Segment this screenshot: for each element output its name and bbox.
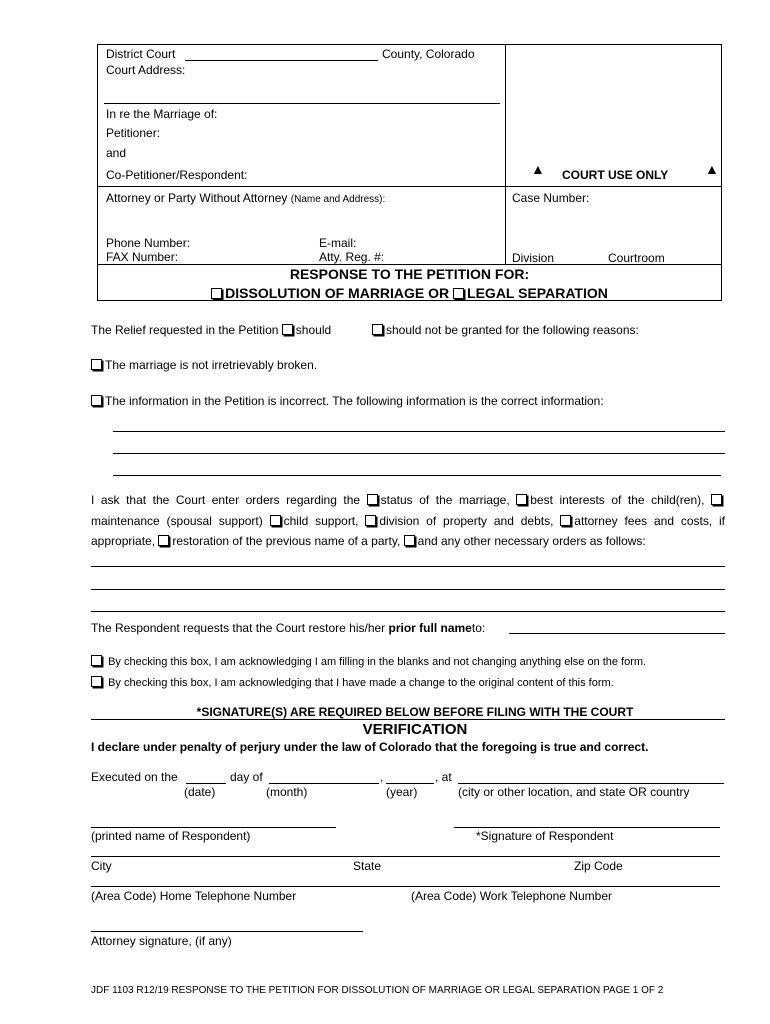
year-field[interactable]: [386, 783, 434, 784]
reason2-label: The information in the Petition is incorrect. The following information is the correct information:: [105, 394, 604, 408]
restore-text-b: prior full name: [388, 621, 472, 635]
ack2-row: [91, 676, 614, 689]
status-marriage-checkbox[interactable]: [367, 494, 378, 505]
ack2-label: By checking this box, I am acknowledging that I have made a change to the original content of this form.: [108, 677, 614, 689]
reason1-row: [91, 358, 317, 372]
date-field[interactable]: [186, 783, 226, 784]
atty-reg-label: Atty. Reg. #:: [319, 250, 385, 264]
in-re-label: In re the Marriage of:: [106, 107, 218, 121]
zip-label: Zip Code: [574, 859, 623, 873]
relief-intro: The Relief requested in the Petition: [91, 323, 279, 337]
legal-separation-option: LEGAL SEPARATION: [467, 285, 608, 301]
child-support-label: child support,: [283, 513, 359, 528]
courtroom-label: Courtroom: [608, 251, 665, 265]
should-not-row: [372, 323, 639, 337]
ack2-checkbox[interactable]: [91, 676, 102, 687]
status-marriage-label: status of the marriage,: [380, 493, 510, 507]
attorney-label-text: Attorney or Party Without Attorney: [106, 191, 288, 205]
date-caption: (date): [184, 785, 216, 799]
co-petitioner-label: Co-Petitioner/Respondent:: [106, 168, 248, 182]
caption-divider-vertical: [505, 44, 506, 264]
attorney-fees-label: attorney fees and costs, if: [574, 513, 725, 528]
fax-label: FAX Number:: [106, 250, 179, 264]
phone-field[interactable]: [91, 886, 720, 887]
orders-line[interactable]: [91, 566, 725, 567]
property-debts-label: division of property and debts,: [379, 513, 554, 528]
restore-name-label: restoration of the previous name of a party,: [172, 534, 401, 548]
restore-name-checkbox[interactable]: [158, 535, 169, 546]
best-interests-label: best interests of the child(ren),: [530, 493, 705, 507]
legal-separation-checkbox[interactable]: [453, 288, 464, 299]
caption-divider-parties: [97, 186, 722, 187]
should-checkbox[interactable]: [282, 324, 293, 335]
up-arrow-icon: ▲: [531, 161, 545, 177]
orders-line[interactable]: [91, 611, 725, 612]
city-label: City: [91, 859, 112, 873]
should-not-label: should not be granted for the following reasons:: [386, 323, 639, 337]
petitioner-label: Petitioner:: [106, 126, 161, 140]
district-court-label: District Court: [106, 47, 176, 61]
county-label: County, Colorado: [382, 47, 475, 61]
footer: JDF 1103 R12/19 RESPONSE TO THE PETITION FOR DISSOLUTION OF MARRIAGE OR LEGAL SEPARATION PAGE 1 OF 2: [91, 985, 664, 996]
attorney-label: [106, 191, 385, 205]
orders-intro: I ask that the Court enter orders regarding the: [91, 493, 361, 507]
email-label: E-mail:: [319, 236, 357, 250]
county-field[interactable]: [185, 60, 378, 61]
restore-text-a: The Respondent requests that the Court restore his/her: [91, 621, 386, 635]
verification-rule: [91, 719, 725, 720]
month-field[interactable]: [269, 783, 379, 784]
prior-name-field[interactable]: [509, 633, 725, 634]
location-caption: (city or other location, and state OR country: [458, 785, 690, 799]
signature-field[interactable]: [454, 827, 720, 828]
printed-name-label: (printed name of Respondent): [91, 829, 251, 843]
orders-paragraph: [91, 490, 725, 552]
ack1-row: [91, 655, 646, 668]
ack1-label: By checking this box, I am acknowledging I am filling in the blanks and not changing anything else on the form.: [108, 656, 647, 668]
court-address-field[interactable]: [104, 103, 500, 104]
ack1-checkbox[interactable]: [91, 655, 102, 666]
attorney-signature-field[interactable]: [91, 931, 363, 932]
correct-info-line[interactable]: [113, 453, 725, 454]
attorney-fees-checkbox[interactable]: [560, 515, 571, 526]
other-orders-label: and any other necessary orders as follows:: [417, 534, 646, 548]
signature-notice: *SIGNATURE(S) ARE REQUIRED BELOW BEFORE FILING WITH THE COURT: [196, 705, 634, 719]
signature-label: *Signature of Respondent: [476, 829, 614, 843]
attorney-note: (Name and Address):: [290, 194, 386, 205]
dissolution-checkbox[interactable]: [211, 288, 222, 299]
court-use-only: COURT USE ONLY: [562, 168, 669, 182]
up-arrow-icon: ▲: [705, 161, 719, 177]
home-phone-label: (Area Code) Home Telephone Number: [91, 889, 297, 903]
maintenance-checkbox[interactable]: [711, 494, 722, 505]
and-label: and: [106, 146, 127, 160]
reason2-checkbox[interactable]: [91, 395, 102, 406]
other-orders-checkbox[interactable]: [404, 535, 415, 546]
form-title: RESPONSE TO THE PETITION FOR:: [289, 266, 530, 282]
phone-label: Phone Number:: [106, 236, 191, 250]
reason2-row: [91, 394, 604, 408]
should-not-checkbox[interactable]: [372, 324, 383, 335]
verification-title: VERIFICATION: [362, 721, 468, 738]
attorney-signature-label: Attorney signature, (if any): [91, 934, 232, 948]
court-address-label: Court Address:: [106, 63, 186, 77]
reason1-label: The marriage is not irretrievably broken.: [105, 358, 318, 372]
executed-on-label: Executed on the: [91, 770, 178, 784]
correct-info-line[interactable]: [113, 475, 721, 476]
dissolution-option: DISSOLUTION OF MARRIAGE OR: [225, 285, 450, 301]
printed-name-field[interactable]: [91, 827, 336, 828]
location-field[interactable]: [458, 783, 724, 784]
restore-text-c: to:: [471, 621, 486, 635]
best-interests-checkbox[interactable]: [516, 494, 527, 505]
should-label: should: [295, 323, 332, 337]
comma-label: ,: [380, 770, 384, 784]
month-caption: (month): [266, 785, 308, 799]
orders-line[interactable]: [91, 589, 725, 590]
reason1-checkbox[interactable]: [91, 359, 102, 370]
form-subtitle: [97, 285, 722, 301]
year-caption: (year): [386, 785, 418, 799]
at-label: , at: [435, 770, 452, 784]
property-debts-checkbox[interactable]: [365, 515, 376, 526]
division-label: Division: [512, 251, 555, 265]
maintenance-label: maintenance (spousal support): [91, 513, 263, 528]
work-phone-label: (Area Code) Work Telephone Number: [411, 889, 612, 903]
appropriate-label: appropriate,: [91, 534, 156, 548]
case-number-label: Case Number:: [512, 191, 590, 205]
state-label: State: [353, 859, 382, 873]
restore-name-row: [91, 621, 485, 635]
child-support-checkbox[interactable]: [270, 515, 281, 526]
address-field[interactable]: [91, 856, 720, 857]
day-of-label: day of: [230, 770, 263, 784]
declaration: I declare under penalty of perjury under the law of Colorado that the foregoing is true and correct.: [91, 740, 649, 754]
relief-row: [91, 323, 331, 337]
correct-info-line[interactable]: [113, 431, 725, 432]
